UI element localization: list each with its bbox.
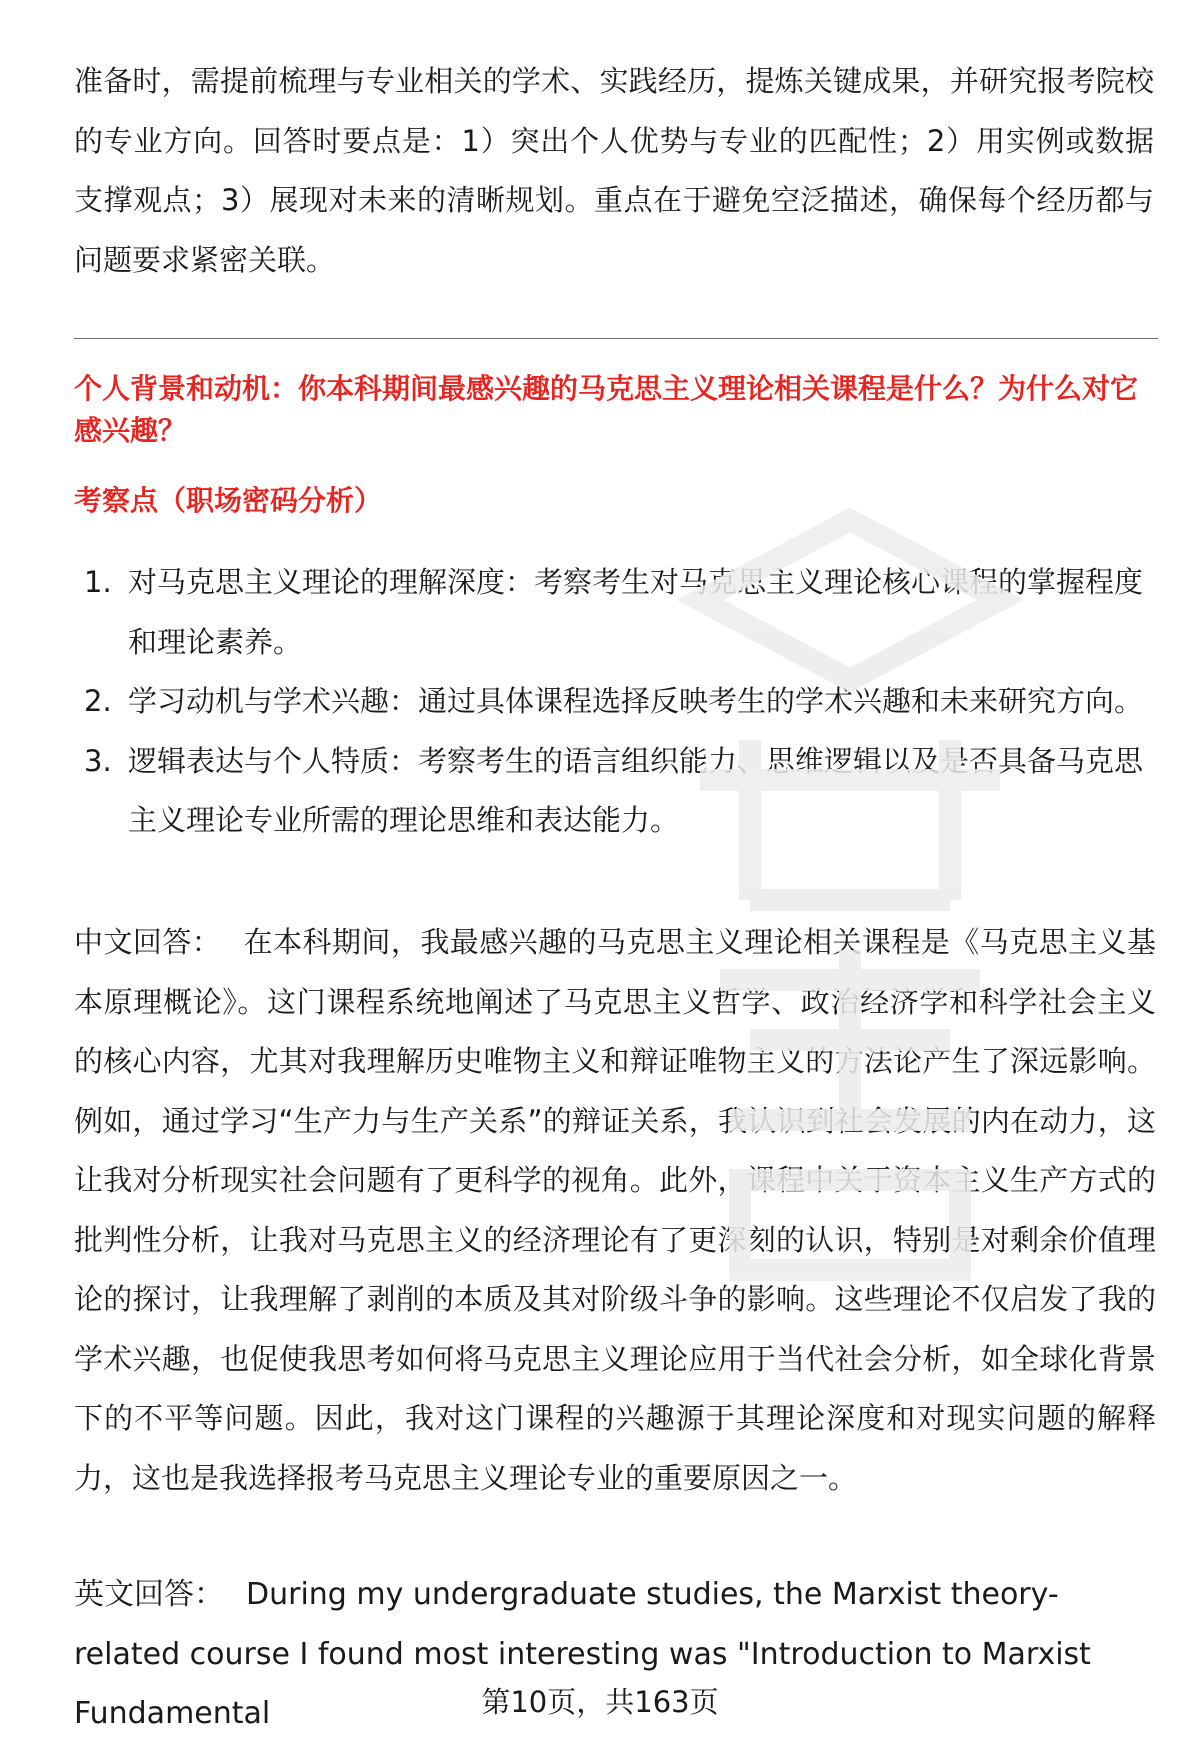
question-title: 个人背景和动机：你本科期间最感兴趣的马克思主义理论相关课程是什么？为什么对它感兴趣？ (74, 372, 1139, 447)
section-divider (74, 338, 1158, 339)
chinese-answer-label: 中文回答： (74, 925, 222, 959)
list-item-text: 逻辑表达与个人特质：考察考生的语言组织能力、思维逻辑以及是否具备马克思主义理论专业所需的理论思维和表达能力。 (128, 743, 1144, 837)
chinese-answer-paragraph (74, 913, 1156, 1508)
list-item (74, 672, 1154, 732)
list-item-number: 3. (84, 743, 112, 778)
assessment-heading: 考察点（职场密码分析） (74, 484, 383, 517)
english-answer-label: 英文回答： (74, 1577, 224, 1612)
intro-paragraph: 准备时，需提前梳理与专业相关的学术、实践经历，提炼关键成果，并研究报考院校的专业方向。回答时要点是：1）突出个人优势与专业的匹配性；2）用实例或数据支撑观点；3）展现对未来的清晰规划。重点在于避免空泛描述，确保每个经历都与问题要求紧密关联。 (74, 64, 1154, 277)
list-item-text: 学习动机与学术兴趣：通过具体课程选择反映考生的学术兴趣和未来研究方向。 (128, 684, 1144, 718)
list-item-number: 1. (84, 565, 112, 599)
english-answer-text: During my undergraduate studies, the Marxist theory-related course I found most interesting was "Introduction to Marxist Fundamental (74, 1577, 1091, 1731)
list-item-text: 对马克思主义理论的理解深度：考察考生对马克思主义理论核心课程的掌握程度和理论素养。 (128, 565, 1144, 659)
list-item-number: 2. (84, 684, 112, 718)
chinese-answer-text: 在本科期间，我最感兴趣的马克思主义理论相关课程是《马克思主义基本原理概论》。这门课程系统地阐述了马克思主义哲学、政治经济学和科学社会主义的核心内容，尤其对我理解历史唯物主义和辩证唯物主义的方法论产生了深远影响。例如，通过学习“生产力与生产关系”的辩证关系，我认识到社会发展的内在动力，这让我对分析现实社会问题有了更科学的视角。此外，课程中关于资本主义生产方式的批判性分析，让我对马克思主义的经济理论有了更深刻的认识，特别是对剩余价值理论的探讨，让我理解了剥削的本质及其对阶级斗争的影响。这些理论不仅启发了我的学术兴趣，也促使我思考如何将马克思主义理论应用于当代社会分析，如全球化背景下的不平等问题。因此，我对这门课程的兴趣源于其理论深度和对现实问题的解释力，这也是我选择报考马克思主义理论专业的重要原因之一。 (74, 925, 1156, 1495)
list-item (74, 732, 1154, 851)
page-number-footer: 第10页，共163页 (481, 1685, 719, 1719)
list-item (74, 553, 1154, 672)
assessment-points-list (74, 553, 1154, 851)
